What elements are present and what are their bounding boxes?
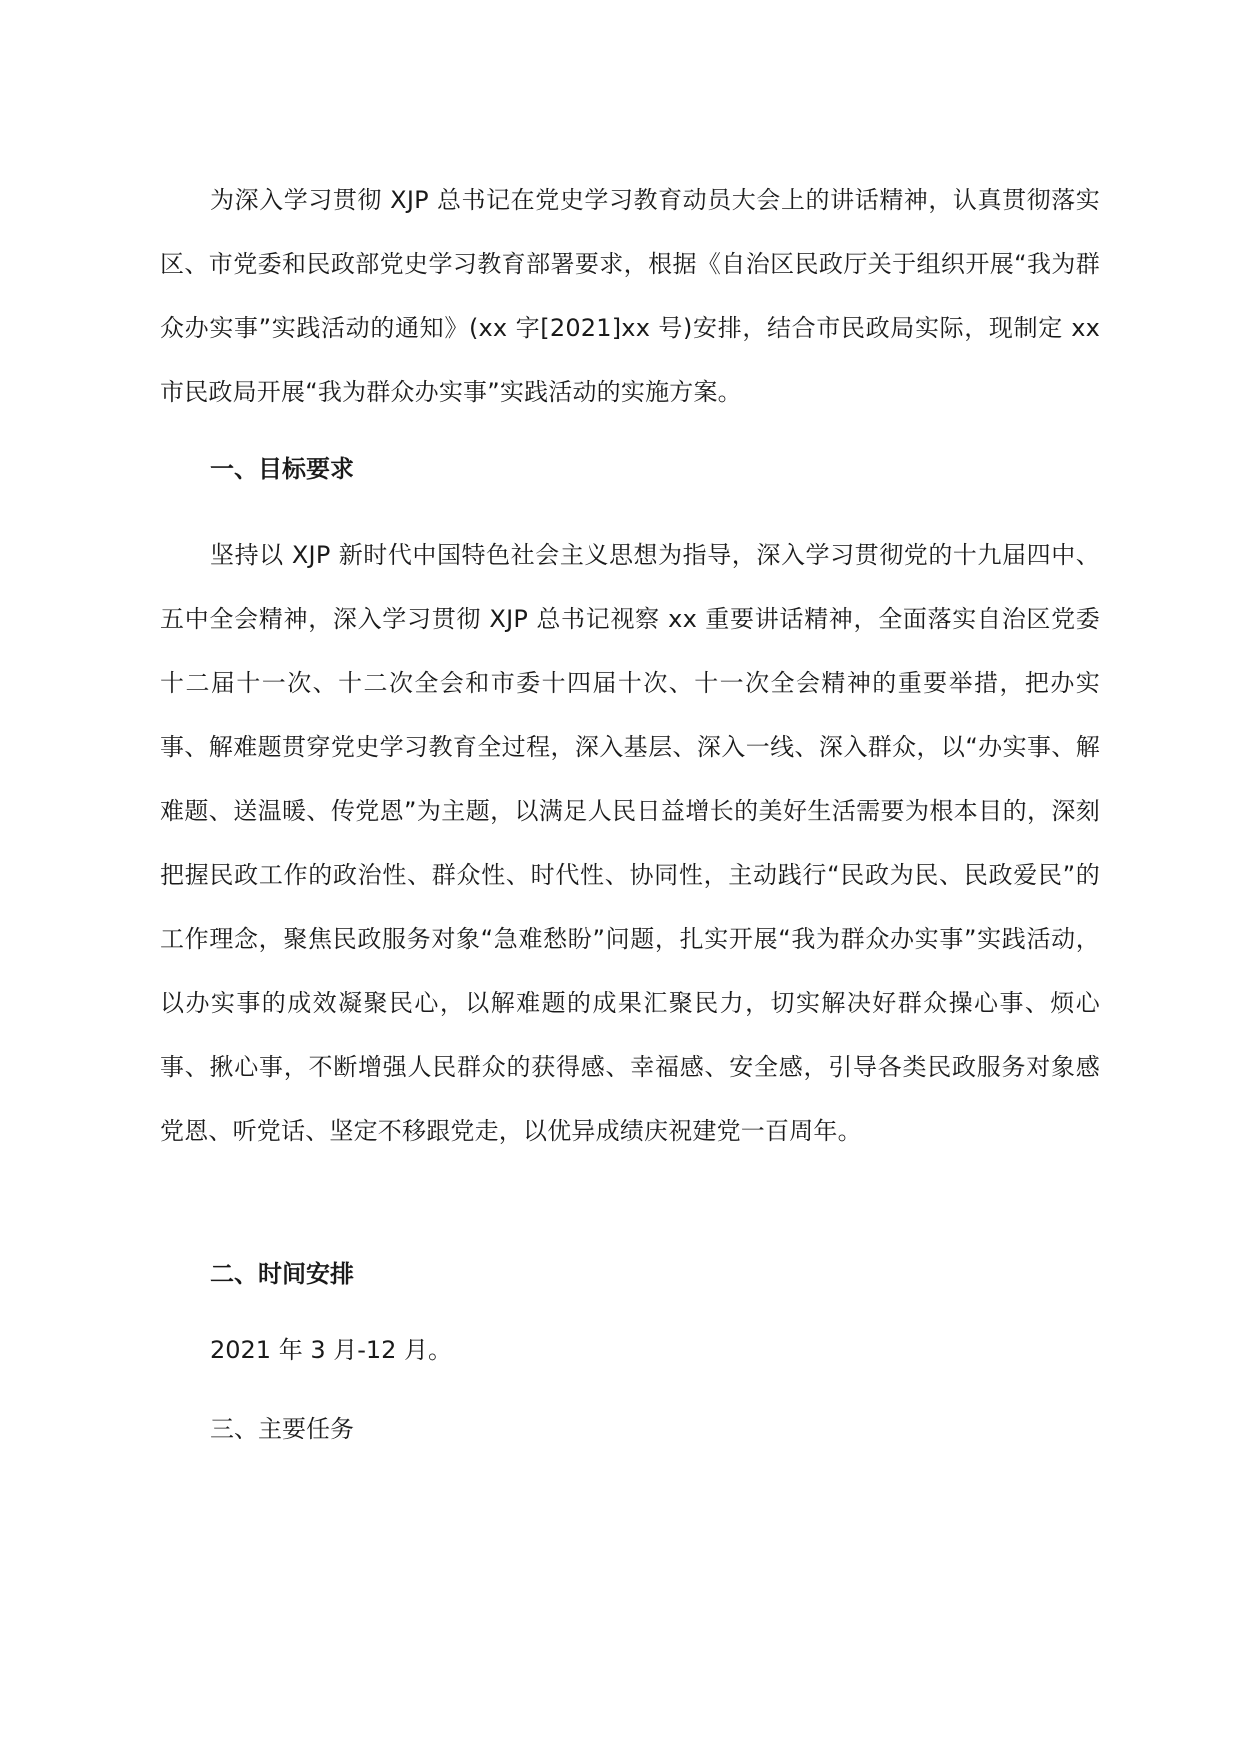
section-2-paragraph: 2021 年 3 月-12 月。: [210, 1336, 453, 1364]
intro-paragraph: 为深入学习贯彻 XJP 总书记在党史学习教育动员大会上的讲话精神，认真贯彻落实区、市党委和民政部党史学习教育部署要求，根据《自治区民政厅关于组织开展“我为群众办实事”实践活动的通知》(xx 字[2021]xx 号)安排，结合市民政局实际，现制定 xx 市民政局开展“我为群众办实事”实践活动的实施方案。: [160, 186, 1100, 406]
section-2-heading: 二、时间安排: [210, 1260, 354, 1288]
section-3-heading: 三、主要任务: [210, 1415, 354, 1443]
section-1-heading: 一、目标要求: [210, 455, 354, 483]
section-1-paragraph: 坚持以 XJP 新时代中国特色社会主义思想为指导，深入学习贯彻党的十九届四中、五中全会精神，深入学习贯彻 XJP 总书记视察 xx 重要讲话精神，全面落实自治区党委十二届十一次、十二次全会和市委十四届十次、十一次全会精神的重要举措，把办实事、解难题贯穿党史学习教育全过程，深入基层、深入一线、深入群众，以“办实事、解难题、送温暖、传党恩”为主题，以满足人民日益增长的美好生活需要为根本目的，深刻把握民政工作的政治性、群众性、时代性、协同性，主动践行“民政为民、民政爱民”的工作理念，聚焦民政服务对象“急难愁盼”问题，扎实开展“我为群众办实事”实践活动，以办实事的成效凝聚民心，以解难题的成果汇聚民力，切实解决好群众操心事、烦心事、揪心事，不断增强人民群众的获得感、幸福感、安全感，引导各类民政服务对象感党恩、听党话、坚定不移跟党走，以优异成绩庆祝建党一百周年。: [160, 541, 1100, 1145]
